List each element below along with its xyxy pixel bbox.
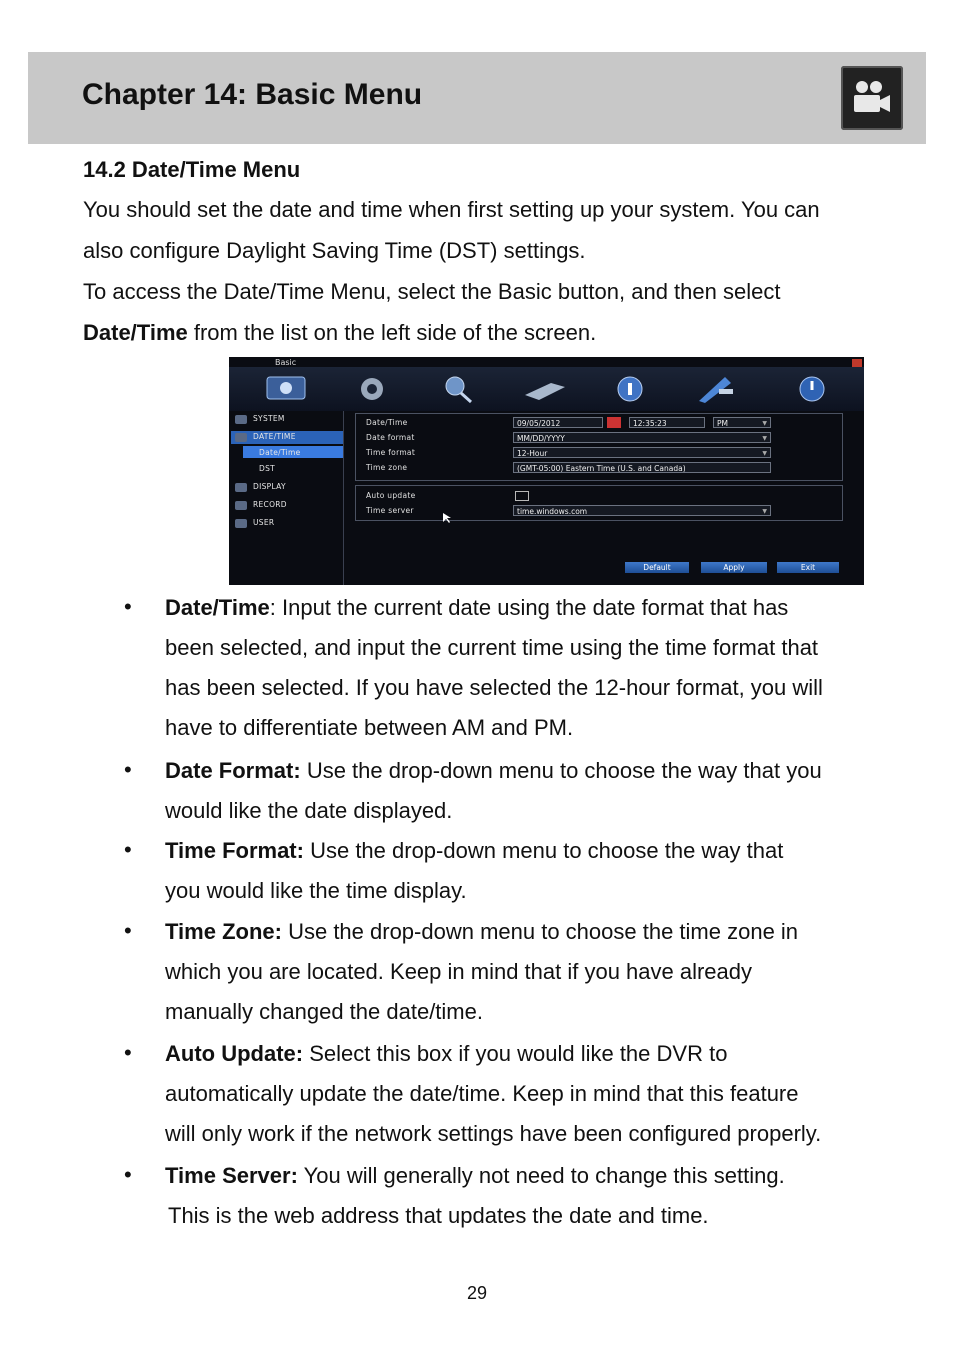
time-format-label: Time format bbox=[366, 448, 416, 457]
bullet-line bbox=[165, 1074, 885, 1114]
bullet-text: Use the drop-down menu to choose the time zone in bbox=[288, 919, 799, 944]
time-format-select[interactable] bbox=[513, 447, 771, 458]
sidebar-item-label: SYSTEM bbox=[253, 414, 285, 423]
bullet-marker: • bbox=[124, 1040, 132, 1065]
bullet-marker: • bbox=[124, 837, 132, 862]
bullet-text: You will generally not need to change this setting. bbox=[303, 1163, 785, 1188]
date-time-label: Date/Time bbox=[366, 418, 408, 427]
monitor-icon bbox=[235, 483, 247, 492]
bullet-text: which you are located. Keep in mind that if you have already bbox=[165, 959, 753, 984]
ampm-value: PM bbox=[717, 419, 728, 428]
bullet-term: Date/Time bbox=[165, 595, 270, 620]
apply-button[interactable]: Apply bbox=[701, 562, 767, 573]
dvr-window-title: Basic bbox=[275, 358, 297, 367]
bullet-text: Select this box if you would like the DVR to bbox=[309, 1041, 728, 1066]
system-icon bbox=[235, 415, 247, 424]
sidebar-subitem-date-time[interactable]: Date/Time bbox=[259, 448, 301, 457]
time-server-value: time.windows.com bbox=[517, 507, 588, 516]
section-heading: 14.2 Date/Time Menu bbox=[83, 157, 301, 182]
bullet-line bbox=[165, 668, 885, 708]
sidebar-item-date-time[interactable] bbox=[235, 432, 296, 442]
sidebar-item-label: DATE/TIME bbox=[253, 432, 296, 441]
intro-line-4 bbox=[83, 312, 883, 353]
sidebar-item-label: USER bbox=[253, 518, 275, 527]
bullet-text: Use the drop-down menu to choose the way that bbox=[310, 838, 784, 863]
auto-update-checkbox[interactable] bbox=[515, 491, 529, 501]
tools-icon[interactable] bbox=[693, 373, 739, 405]
chevron-down-icon: ▼ bbox=[762, 508, 767, 515]
info-icon[interactable] bbox=[607, 373, 653, 405]
chapter-title: Chapter 14: Basic Menu bbox=[82, 78, 423, 111]
sidebar-item-record[interactable] bbox=[235, 500, 287, 510]
ampm-select[interactable] bbox=[713, 417, 771, 428]
bullet-line bbox=[165, 912, 885, 952]
intro-line-2: also configure Daylight Saving Time (DST) settings. bbox=[83, 238, 586, 263]
bullet-line bbox=[165, 992, 885, 1032]
bullet-line bbox=[165, 588, 885, 628]
bullet-marker: • bbox=[124, 594, 132, 619]
bullet-text: manually changed the date/time. bbox=[165, 999, 483, 1024]
sidebar-item-label: RECORD bbox=[253, 500, 287, 509]
time-format-value: 12-Hour bbox=[517, 449, 548, 458]
dvr-sidebar bbox=[229, 411, 344, 585]
time-input[interactable]: 12:35:23 bbox=[629, 417, 705, 428]
sidebar-item-display[interactable] bbox=[235, 482, 286, 492]
bullet-line bbox=[165, 628, 885, 668]
time-zone-label: Time zone bbox=[366, 463, 408, 472]
chapter-header bbox=[28, 52, 926, 144]
date-format-select[interactable] bbox=[513, 432, 771, 443]
search-icon[interactable] bbox=[435, 373, 481, 405]
auto-update-label: Auto update bbox=[366, 491, 416, 500]
bullet-line bbox=[165, 1114, 885, 1154]
clock-icon bbox=[235, 433, 247, 442]
mouse-cursor-icon bbox=[443, 513, 451, 523]
sidebar-subitem-dst[interactable]: DST bbox=[259, 464, 276, 473]
bullet-text: will only work if the network settings have been configured properly. bbox=[165, 1121, 822, 1146]
sidebar-item-user[interactable] bbox=[235, 518, 274, 528]
bullet-term: Date Format: bbox=[165, 758, 301, 783]
bullet-line bbox=[165, 791, 885, 831]
calendar-icon[interactable] bbox=[607, 417, 621, 428]
intro-line-4-rest: from the list on the left side of the screen. bbox=[187, 320, 597, 345]
default-button[interactable]: Default bbox=[625, 562, 689, 573]
gear-icon[interactable] bbox=[349, 373, 395, 405]
hdd-icon[interactable] bbox=[521, 373, 567, 405]
intro-line-3: To access the Date/Time Menu, select the Basic button, and then select bbox=[83, 279, 781, 304]
bullet-marker: • bbox=[124, 757, 132, 782]
bullet-text: has been selected. If you have selected the 12-hour format, you will bbox=[165, 675, 823, 700]
sidebar-item-system[interactable] bbox=[235, 414, 285, 424]
date-format-label: Date format bbox=[366, 433, 415, 442]
chevron-down-icon: ▼ bbox=[762, 420, 767, 427]
exit-button[interactable]: Exit bbox=[777, 562, 839, 573]
bullet-marker: • bbox=[124, 1162, 132, 1187]
user-icon bbox=[235, 519, 247, 528]
time-server-select[interactable] bbox=[513, 505, 771, 516]
power-icon[interactable] bbox=[789, 373, 835, 405]
time-server-label: Time server bbox=[366, 506, 414, 515]
record-icon bbox=[235, 501, 247, 510]
bullet-text: have to differentiate between AM and PM. bbox=[165, 715, 574, 740]
bullet-line bbox=[168, 1196, 888, 1236]
bullet-text: been selected, and input the current time using the time format that bbox=[165, 635, 819, 660]
bullet-line bbox=[165, 831, 885, 871]
bullet-text: automatically update the date/time. Keep in mind that this feature bbox=[165, 1081, 799, 1106]
intro-bold-term: Date/Time bbox=[83, 320, 188, 345]
bullet-line bbox=[165, 952, 885, 992]
bullet-marker: • bbox=[124, 918, 132, 943]
bullet-line bbox=[165, 1156, 885, 1196]
dvr-screenshot bbox=[229, 357, 864, 585]
page-number: 29 bbox=[466, 1283, 488, 1303]
bullet-line bbox=[165, 751, 885, 791]
basic-settings-icon[interactable] bbox=[263, 373, 309, 405]
bullet-term: Auto Update: bbox=[165, 1041, 304, 1066]
chevron-down-icon: ▼ bbox=[762, 450, 767, 457]
bullet-term: Time Server: bbox=[165, 1163, 298, 1188]
bullet-separator: : bbox=[269, 595, 282, 620]
bullet-text: would like the date displayed. bbox=[165, 798, 453, 823]
bullet-line bbox=[165, 871, 885, 911]
chevron-down-icon: ▼ bbox=[762, 435, 767, 442]
bullet-line bbox=[165, 708, 885, 748]
video-camera-icon bbox=[841, 66, 903, 130]
intro-line-1: You should set the date and time when first setting up your system. You can bbox=[83, 197, 820, 222]
dvr-toolbar bbox=[229, 367, 864, 411]
bullet-text: you would like the time display. bbox=[165, 878, 467, 903]
time-zone-select[interactable]: (GMT-05:00) Eastern Time (U.S. and Canada) bbox=[513, 462, 771, 473]
bullet-text: Use the drop-down menu to choose the way that you bbox=[306, 758, 822, 783]
bullet-text: This is the web address that updates the date and time. bbox=[168, 1203, 709, 1228]
date-format-value: MM/DD/YYYY bbox=[517, 434, 565, 443]
bullet-term: Time Zone: bbox=[165, 919, 282, 944]
sidebar-item-label: DISPLAY bbox=[253, 482, 286, 491]
date-input[interactable]: 09/05/2012 bbox=[513, 417, 603, 428]
bullet-term: Time Format: bbox=[165, 838, 304, 863]
bullet-line bbox=[165, 1034, 885, 1074]
bullet-text: Input the current date using the date format that has bbox=[281, 595, 789, 620]
